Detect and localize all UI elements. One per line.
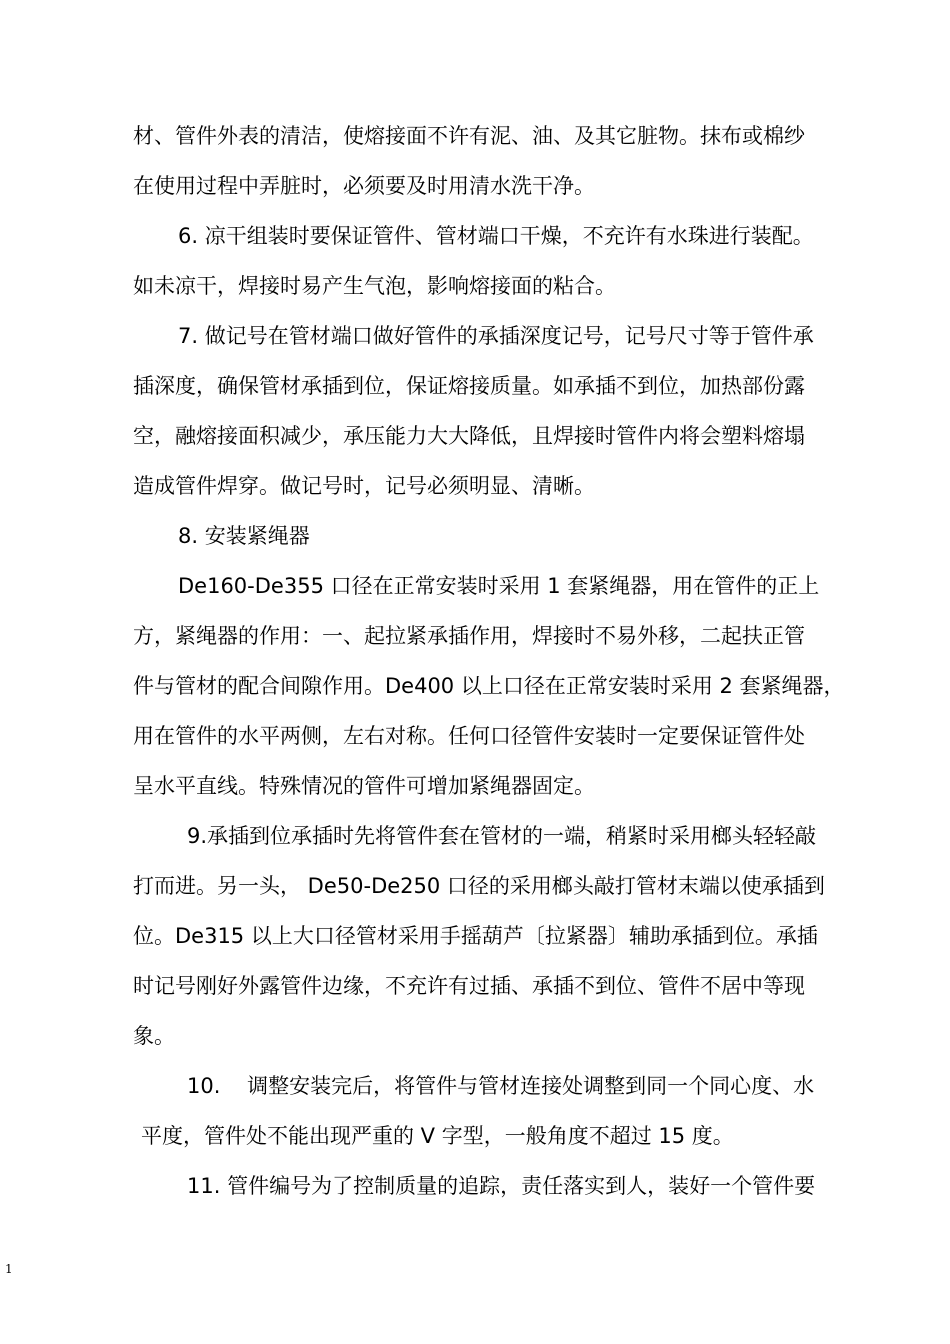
paragraph-7-line: 7. 做记号在管材端口做好管件的承插深度记号，记号尺寸等于管件承 (178, 324, 814, 348)
text-line: 象。 (133, 1024, 175, 1048)
text-line: 方，紧绳器的作用：一、起拉紧承插作用，焊接时不易外移，二起扶正管 (133, 624, 805, 648)
paragraph-8-heading: 8. 安装紧绳器 (178, 524, 310, 548)
text-line: De160-De355 口径在正常安装时采用 1 套紧绳器，用在管件的正上 (178, 574, 820, 598)
text-line: 打而进。另一头， De50-De250 口径的采用榔头敲打管材末端以使承插到 (133, 874, 825, 898)
text-line: 平度，管件处不能出现严重的 V 字型，一般角度不超过 15 度。 (141, 1124, 734, 1148)
text-line: 插深度，确保管材承插到位，保证熔接质量。如承插不到位，加热部份露 (133, 374, 805, 398)
text-line: 用在管件的水平两侧，左右对称。任何口径管件安装时一定要保证管件处 (133, 724, 805, 748)
text-line: 如未凉干，焊接时易产生气泡，影响熔接面的粘合。 (133, 274, 616, 298)
text-line: 空，融熔接面积减少，承压能力大大降低，且焊接时管件内将会塑料熔塌 (133, 424, 805, 448)
text-line: 件与管材的配合间隙作用。De400 以上口径在正常安装时采用 2 套紧绳器， (133, 674, 845, 698)
text-line: 时记号刚好外露管件边缘，不充许有过插、承插不到位、管件不居中等现 (133, 974, 805, 998)
paragraph-11-line: 11. 管件编号为了控制质量的追踪，责任落实到人，装好一个管件要 (187, 1174, 816, 1198)
page-number: 1 (5, 1262, 13, 1276)
text-line: 呈水平直线。特殊情况的管件可增加紧绳器固定。 (133, 774, 595, 798)
text-line: 造成管件焊穿。做记号时，记号必须明显、清晰。 (133, 474, 595, 498)
text-line: 位。De315 以上大口径管材采用手摇葫芦〔拉紧器〕辅助承插到位。承插 (133, 924, 818, 948)
text-line: 材、管件外表的清洁，使熔接面不许有泥、油、及其它脏物。抹布或棉纱 (133, 124, 805, 148)
paragraph-9-line: 9.承插到位承插时先将管件套在管材的一端，稍紧时采用榔头轻轻敲 (187, 824, 817, 848)
paragraph-6-line: 6. 凉干组装时要保证管件、管材端口干燥，不充许有水珠进行装配。 (178, 224, 814, 248)
paragraph-10-line: 10. 调整安装完后，将管件与管材连接处调整到同一个同心度、水 (187, 1074, 815, 1098)
text-line: 在使用过程中弄脏时，必须要及时用清水洗干净。 (133, 174, 595, 198)
